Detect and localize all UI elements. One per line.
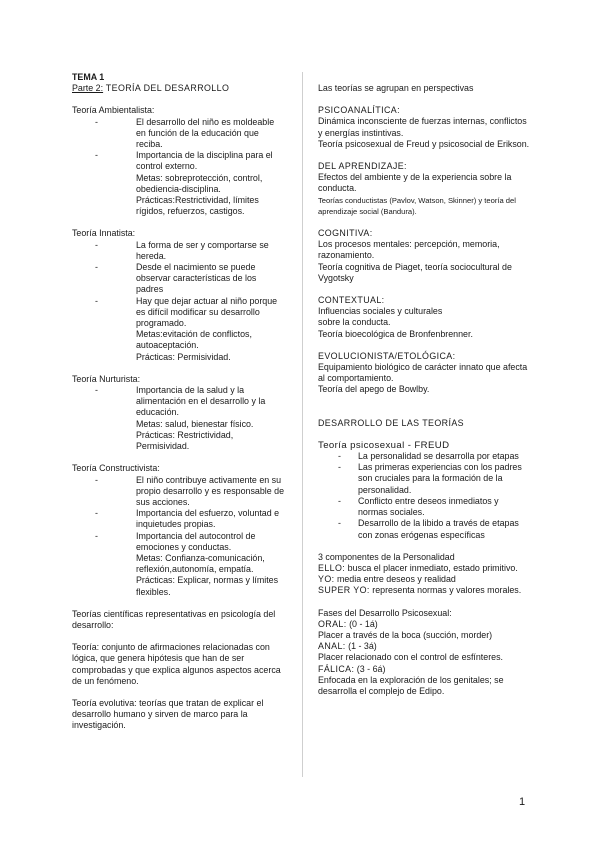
list-item: - Desde el nacimiento se puede observar características de los padres bbox=[95, 262, 284, 296]
ambientalista-metas: Metas: sobreprotección, control, obediencia-disciplina. bbox=[136, 172, 263, 194]
anal-text: Placer relacionado con el control de esfínteres. bbox=[318, 652, 504, 663]
superyo-label: SUPER YO: bbox=[318, 585, 370, 596]
innatista-list bbox=[72, 240, 284, 330]
psicoanalitica-line: Teoría psicosexual de Freud y psicosocial de Erikson. bbox=[318, 138, 530, 149]
column-divider bbox=[302, 72, 303, 777]
nurturista-list bbox=[72, 385, 284, 419]
spacer bbox=[318, 396, 530, 407]
ambientalista-heading: Teoría Ambientalista: bbox=[72, 105, 155, 116]
aprendizaje-line: Efectos del ambiente y de la experiencia sobre la conducta. bbox=[318, 172, 512, 194]
left-column bbox=[72, 72, 284, 732]
aprendizaje-theories: Teorías conductistas (Pavlov, Watson, Skinner) y teoría del aprendizaje social (Bandura). bbox=[318, 195, 516, 216]
contextual-line: Influencias sociales y culturales bbox=[318, 306, 443, 317]
spacer bbox=[318, 284, 530, 295]
yo-label: YO: bbox=[318, 574, 335, 585]
spacer bbox=[318, 340, 530, 351]
freud-heading: Teoría psicosexual - FREUD bbox=[318, 439, 450, 451]
teoria-evolutiva: Teoría evolutiva: teorías que tratan de explicar el desarrollo humano y sirven de marco para la investigación. bbox=[72, 697, 264, 731]
falica-text: Enfocada en la exploración de los genitales; se desarrolla el complejo de Edipo. bbox=[318, 674, 504, 696]
evolucionista-line: Teoría del apego de Bowlby. bbox=[318, 384, 430, 395]
contextual-line: sobre la conducta. bbox=[318, 317, 391, 328]
spacer bbox=[72, 631, 284, 642]
list-item: - Importancia del autocontrol de emociones y conductas. bbox=[95, 531, 284, 553]
oral-text: Placer a través de la boca (succión, morder) bbox=[318, 629, 493, 640]
constructivista-metas: Metas: Confianza-comunicación, reflexión,autonomía, empatía. bbox=[136, 552, 265, 575]
spacer bbox=[318, 72, 530, 83]
spacer bbox=[72, 363, 284, 374]
anal-line bbox=[318, 641, 530, 652]
list-item: - La personalidad se desarrolla por etapas bbox=[338, 451, 530, 462]
aprendizaje-heading: DEL APRENDIZAJE: bbox=[318, 161, 407, 172]
evolucionista-heading: EVOLUCIONISTA/ETOLÓGICA: bbox=[318, 350, 456, 361]
constructivista-list bbox=[72, 475, 284, 553]
cognitiva-line: Los procesos mentales: percepción, memoria, razonamiento. bbox=[318, 239, 500, 261]
cognitiva-line: Teoría cognitiva de Piaget, teoría sociocultural de Vygotsky bbox=[318, 261, 512, 283]
spacer bbox=[318, 541, 530, 552]
ello-line bbox=[318, 563, 530, 574]
perspectives-intro: Las teorías se agrupan en perspectivas bbox=[318, 83, 474, 93]
list-item: - Las primeras experiencias con los padres son cruciales para la formación de la personalidad. bbox=[338, 462, 530, 496]
yo-text: media entre deseos y realidad bbox=[334, 574, 456, 585]
superyo-line bbox=[318, 585, 530, 596]
list-item: - Hay que dejar actuar al niño porque es difícil modificar su desarrollo programado. bbox=[95, 296, 284, 330]
list-item: - Importancia de la salud y la alimentación en el desarrollo y la educación. bbox=[95, 385, 284, 419]
ello-text: busca el placer inmediato, estado primitivo. bbox=[345, 562, 518, 573]
nurturista-heading: Teoría Nurturista: bbox=[72, 373, 141, 384]
part-heading: TEORÍA DEL DESARROLLO bbox=[103, 83, 230, 94]
oral-line bbox=[318, 619, 530, 630]
falica-age: (3 - 6á) bbox=[354, 663, 386, 674]
part-label: Parte 2: bbox=[72, 83, 104, 94]
cognitiva-heading: COGNITIVA: bbox=[318, 228, 373, 239]
spacer bbox=[72, 452, 284, 463]
spacer bbox=[318, 150, 530, 161]
nurturista-metas: Metas: salud, bienestar físico. bbox=[136, 418, 254, 429]
superyo-text: representa normas y valores morales. bbox=[369, 585, 522, 596]
page-number: 1 bbox=[519, 796, 526, 808]
list-item: - La forma de ser y comportarse se hereda. bbox=[95, 240, 284, 262]
contextual-heading: CONTEXTUAL: bbox=[318, 295, 385, 306]
yo-line bbox=[318, 574, 530, 585]
constructivista-practicas: Prácticas: Explicar, normas y límites flexibles. bbox=[136, 575, 279, 597]
spacer bbox=[318, 94, 530, 105]
psicoanalitica-heading: PSICOANALÍTICA: bbox=[318, 105, 400, 116]
list-item: - Conflicto entre deseos inmediatos y normas sociales. bbox=[338, 496, 530, 518]
list-item: - El desarrollo del niño es moldeable en función de la educación que reciba. bbox=[95, 117, 284, 151]
list-item: - Importancia del esfuerzo, voluntad e inquietudes propias. bbox=[95, 508, 284, 530]
freud-list bbox=[318, 451, 530, 541]
spacer bbox=[72, 598, 284, 609]
spacer bbox=[72, 217, 284, 228]
spacer bbox=[72, 687, 284, 698]
nurturista-practicas: Prácticas: Restrictividad, Permisividad. bbox=[136, 429, 234, 452]
list-item: - Importancia de la disciplina para el control externo. bbox=[95, 150, 284, 172]
oral-label: ORAL: bbox=[318, 618, 347, 629]
innatista-heading: Teoría Innatista: bbox=[72, 228, 136, 239]
contextual-line: Teoría bioecológica de Bronfenbrenner. bbox=[318, 328, 473, 339]
desarrollo-heading: DESARROLLO DE LAS TEORÍAS bbox=[318, 417, 464, 428]
list-item: - El niño contribuye activamente en su propio desarrollo y es responsable de sus acciones. bbox=[95, 475, 284, 509]
ambientalista-practicas: Prácticas:Restrictividad, límites rígidos, refuerzos, castigos. bbox=[136, 195, 259, 217]
fases-heading: Fases del Desarrollo Psicosexual: bbox=[318, 607, 452, 618]
oral-age: (0 - 1á) bbox=[346, 618, 378, 629]
spacer bbox=[318, 217, 530, 228]
part-title bbox=[72, 83, 284, 94]
anal-age: (1 - 3á) bbox=[345, 641, 377, 652]
constructivista-heading: Teoría Constructivista: bbox=[72, 463, 160, 474]
right-column bbox=[318, 72, 530, 697]
spacer bbox=[72, 94, 284, 105]
teoria-definition: Teoría: conjunto de afirmaciones relacionadas con lógica, que genera hipótesis que han de ser comprobadas y que explica algunos aspectos acerca de un fenómeno. bbox=[72, 642, 281, 686]
falica-label: FÁLICA: bbox=[318, 663, 355, 674]
innatista-metas: Metas:evitación de conflictos, autoaceptación. bbox=[136, 329, 252, 351]
ambientalista-list bbox=[72, 117, 284, 173]
anal-label: ANAL: bbox=[318, 641, 346, 652]
innatista-practicas: Prácticas: Permisividad. bbox=[136, 351, 231, 362]
falica-line bbox=[318, 664, 530, 675]
ello-label: ELLO: bbox=[318, 562, 346, 573]
spacer bbox=[318, 429, 530, 440]
psicoanalitica-line: Dinámica inconsciente de fuerzas internas, conflictos y energías instintivas. bbox=[318, 116, 527, 138]
spacer bbox=[318, 597, 530, 608]
representativas-text: Teorías científicas representativas en psicología del desarrollo: bbox=[72, 608, 276, 630]
topic-number: TEMA 1 bbox=[72, 72, 105, 82]
spacer bbox=[318, 407, 530, 418]
list-item: - Desarrollo de la libido a través de etapas con zonas erógenas específicas bbox=[338, 518, 530, 540]
evolucionista-line: Equipamiento biológico de carácter innato que afecta al comportamiento. bbox=[318, 362, 528, 384]
componentes-heading: 3 componentes de la Personalidad bbox=[318, 551, 455, 562]
